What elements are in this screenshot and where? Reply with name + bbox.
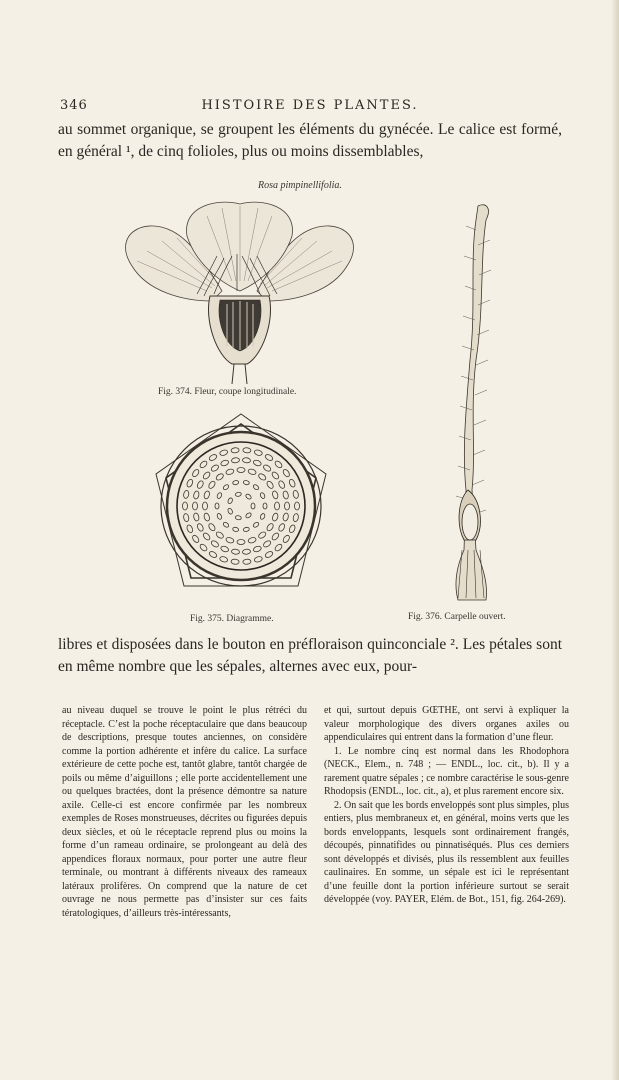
fig375-caption: Fig. 375. Diagramme. (190, 614, 274, 624)
floral-diagram-illustration (148, 410, 334, 606)
page-edge-shadow (611, 0, 619, 1080)
footnote-2: 2. On sait que les bords enveloppés sont plus simples, plus entiers, plus membraneux et, en général, moins verts que les bords enveloppants, lesquels sont ordinairement frangés, découpés, pinnatifides ou pinnatiséqués. Plus ces derniers sont développés et divisés, plus ils ressemblent aux feuilles caulinaires. En somme, un sépale est ici le représentant d’une feuille dont la portion inférieure surtout se serait développée (voy. PAYER, Elém. de Bot., 151, fig. 264-269). (324, 799, 569, 905)
right-column-text (324, 704, 569, 907)
right-column-continuation: et qui, surtout depuis GŒTHE, ont servi à expliquer la valeur morphologique des divers organes axiles ou appendiculaires qui entrent dans la formation d’une fleur. (324, 705, 569, 743)
species-caption: Rosa pimpinellifolia. (258, 180, 342, 191)
page-header (60, 98, 560, 116)
open-carpel-illustration (436, 200, 506, 610)
fig374-caption: Fig. 374. Fleur, coupe longitudinale. (158, 387, 297, 397)
left-column-text (62, 704, 307, 920)
running-title: HISTOIRE DES PLANTES. (201, 98, 419, 113)
flower-section-illustration (112, 196, 367, 386)
main-text-top: au sommet organique, se groupent les éléments du gynécée. Le calice est formé, en général ¹, de cinq folioles, plus ou moins dissemblables, (58, 121, 562, 160)
page-number: 346 (60, 98, 88, 113)
left-column-paragraph: au niveau duquel se trouve le point le plus rétréci du réceptacle. C’est la poche réceptaculaire que dans beaucoup de descriptions, presque toutes anciennes, on considère comme la portion adhérente et infère du calice. La surface extérieure de cette poche est, tantôt glabre, tantôt chargée de poils ou même d’aiguillons ; elle porte accidentellement une ou quelques bractées, dont la présence démontre sa nature axile. Celle-ci est encore confirmée par les nombreux exemples de Roses monstrueuses, décrites ou figurées depuis deux siècles, et où le réceptacle reprend plus ou moins la forme d’un rameau ordinaire, se prolongeant au delà des appendices floraux normaux, pour porter une autre fleur terminale, ou montrant à différents niveaux des rameaux latéraux prolifères. On comprend que la nature de cet ouvrage ne nous permette pas d’insister sur ces faits tératologiques, d’ailleurs très-intéressants, (62, 705, 307, 919)
main-text-bottom: libres et disposées dans le bouton en préfloraison quinconciale ². Les pétales sont en même nombre que les sépales, alternes avec eux, pour- (58, 636, 562, 675)
fig376-caption: Fig. 376. Carpelle ouvert. (408, 612, 506, 622)
footnote-1: 1. Le nombre cinq est normal dans les Rhodophora (NECK., Elem., n. 748 ; — ENDL., loc. cit., b). Il y a rarement quatre sépales ; ce nombre caractérise le sous-genre Rhodopsis (ENDL., loc. cit., a), et plus rarement encore six. (324, 745, 569, 797)
